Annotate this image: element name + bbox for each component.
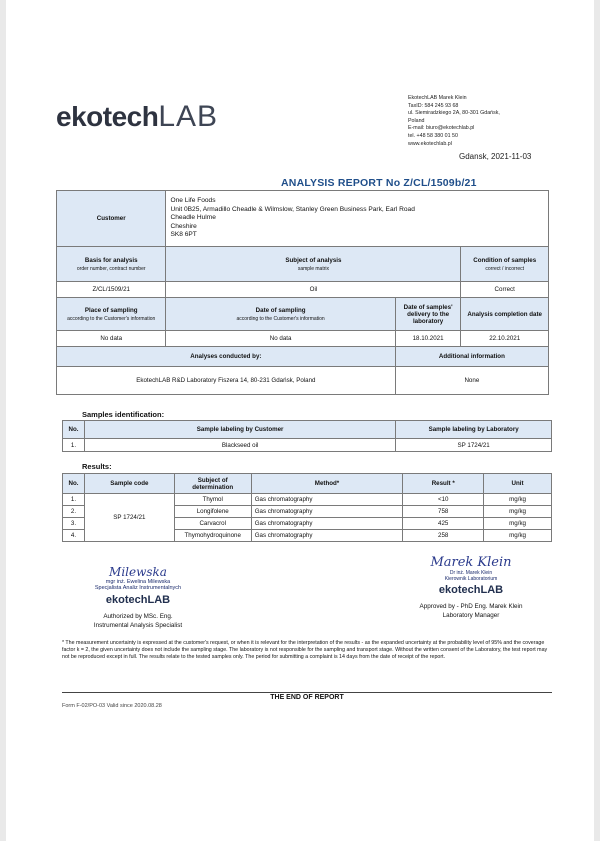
result-unit: mg/kg [484, 494, 552, 506]
date-sampling-value: No data [166, 331, 395, 347]
form-id: Form F-02/PO-03 Valid since 2020.08.28 [62, 703, 162, 709]
authorized-by: Authorized by MSc. Eng. [103, 613, 173, 620]
conducted-value: EkotechLAB R&D Laboratory Fiszera 14, 80-231 Gdańsk, Poland [57, 367, 396, 395]
footnote: * The measurement uncertainty is expressed at the customer's request, or when it is relevant for the interpretation of the results - as the expanded uncertainty at the probability level of 95% and the coverage factor k = 2, the given uncertainty does not include the sampling stage. The laboratory is not responsible for the sampling and transport stage. Without the written consent of the Laboratory, the test report may not be reproduced except in full. The results relate to the tested samples only. The period for submitting a complaint is 14 days from the date of receipt of the report. [62, 640, 548, 660]
subject-sub: sample matrix [297, 265, 329, 272]
samples-id-heading: Samples identification: [82, 410, 165, 419]
result-sample-code: SP 1724/21 [84, 494, 174, 542]
company-line: tel. +48 58 380 01 50 [408, 132, 458, 139]
result-value: 758 [403, 506, 484, 518]
stamp-title-left: Specjalista Analiz Instrumentalnych [94, 585, 182, 591]
approved-title: Laboratory Manager [442, 612, 500, 619]
samples-id-table [62, 420, 552, 452]
company-line: E-mail: biuro@ekotechlab.pl [408, 125, 475, 132]
result-method: Gas chromatography [251, 494, 403, 506]
result-unit: mg/kg [484, 506, 552, 518]
results-col-result: Result * [403, 474, 484, 494]
company-logo [56, 100, 218, 134]
date-sampling-label: Date of sampling [255, 306, 306, 314]
approved-by: Approved by - PhD Eng. Marek Klein [419, 603, 523, 610]
info-table [56, 190, 549, 395]
stamp-name-left: mgr inż. Ewelina Milewska [105, 579, 171, 585]
result-value: 425 [403, 518, 484, 530]
subject-header [166, 247, 461, 282]
result-method: Gas chromatography [251, 506, 403, 518]
completion-value: 22.10.2021 [461, 331, 549, 347]
customer-line: Unit 0B25, Armadillo Cheadle & Wilmslow, Stanley Green Business Park, Earl Road [170, 205, 415, 213]
samples-row-no: 1. [63, 439, 85, 452]
report-page [6, 0, 594, 841]
customer-line: Cheadle Hulme [170, 214, 216, 222]
delivery-value: 18.10.2021 [395, 331, 461, 347]
condition-value: Correct [461, 282, 549, 298]
condition-label: Condition of samples [473, 256, 537, 264]
condition-header [461, 247, 549, 282]
place-sampling-label: Place of sampling [84, 306, 138, 314]
customer-line: One Life Foods [170, 197, 216, 205]
additional-value: None [395, 367, 548, 395]
logo-main: ekotech [56, 101, 159, 132]
results-col-code: Sample code [84, 474, 174, 494]
basis-value: Z/CL/1509/21 [57, 282, 166, 298]
company-line: ul. Siemiradzkiego 2A, 80-301 Gdańsk, [408, 110, 500, 117]
logo-lab: LAB [158, 100, 219, 133]
customer-line: Cheshire [170, 222, 197, 230]
handwritten-signature-right: Marek Klein [430, 555, 512, 570]
results-col-no: No. [63, 474, 85, 494]
stamp-logo-left: ekotechLAB [105, 594, 171, 606]
result-subject: Thymohydroquinone [174, 530, 251, 542]
handwritten-signature-left: Milewska [109, 565, 167, 579]
results-col-method: Method* [251, 474, 403, 494]
signature-right [406, 555, 536, 620]
result-value: <10 [403, 494, 484, 506]
stamp-logo-right: ekotechLAB [438, 584, 504, 596]
company-line: EkotechLAB Marek Klein [408, 95, 467, 101]
subject-label: Subject of analysis [285, 256, 342, 264]
completion-label: Analysis completion date [461, 298, 549, 331]
subject-value: Oil [166, 282, 461, 298]
date-sampling-sub: according to the Customer's information [236, 315, 325, 322]
company-line: TaxID: 584 245 93 68 [408, 102, 459, 109]
customer-label: Customer [57, 191, 166, 247]
stamp-name-right: Dr inż. Marek Klein [449, 570, 493, 576]
company-line: www.ekotechlab.pl [408, 140, 452, 147]
basis-sub: order number, contract number [76, 265, 146, 272]
result-subject: Carvacrol [174, 518, 251, 530]
result-unit: mg/kg [484, 530, 552, 542]
end-divider [62, 692, 552, 693]
conducted-label: Analyses conducted by: [57, 347, 396, 367]
samples-col-no: No. [63, 421, 85, 439]
samples-col-lab: Sample labeling by Laboratory [396, 421, 552, 439]
date-sampling-header [166, 298, 395, 331]
delivery-label: Date of samples' delivery to the laboratory [395, 298, 461, 331]
condition-sub: correct / incorrect [485, 265, 525, 272]
basis-label: Basis for analysis [84, 256, 138, 264]
stamp-title-right: Kierownik Laboratorium [444, 576, 498, 582]
additional-label: Additional information [395, 347, 548, 367]
results-heading: Results: [82, 462, 112, 471]
place-sampling-header [57, 298, 166, 331]
company-line: Poland [408, 117, 425, 124]
result-value: 258 [403, 530, 484, 542]
authorized-title: Instrumental Analysis Specialist [93, 622, 183, 629]
signature-left [78, 565, 198, 630]
result-subject: Longifolene [174, 506, 251, 518]
result-unit: mg/kg [484, 518, 552, 530]
basis-header [57, 247, 166, 282]
place-date: Gdansk, 2021-11-03 [459, 152, 532, 161]
result-method: Gas chromatography [251, 530, 403, 542]
report-title: ANALYSIS REPORT No Z/CL/1509b/21 [281, 177, 477, 189]
samples-row-customer: Blackseed oil [84, 439, 395, 452]
results-col-subject: Subject of determination [174, 474, 251, 494]
results-table [62, 473, 552, 542]
result-no: 2. [63, 506, 85, 518]
end-of-report: THE END OF REPORT [270, 694, 344, 701]
results-col-unit: Unit [484, 474, 552, 494]
customer-line: SK8 6PT [170, 231, 197, 239]
place-sampling-sub: according to the Customer's information [67, 315, 156, 322]
company-info [408, 95, 500, 148]
result-method: Gas chromatography [251, 518, 403, 530]
result-subject: Thymol [174, 494, 251, 506]
result-no: 1. [63, 494, 85, 506]
result-no: 4. [63, 530, 85, 542]
place-sampling-value: No data [57, 331, 166, 347]
result-no: 3. [63, 518, 85, 530]
samples-col-customer: Sample labeling by Customer [84, 421, 395, 439]
customer-details [166, 191, 549, 247]
samples-row-lab: SP 1724/21 [396, 439, 552, 452]
